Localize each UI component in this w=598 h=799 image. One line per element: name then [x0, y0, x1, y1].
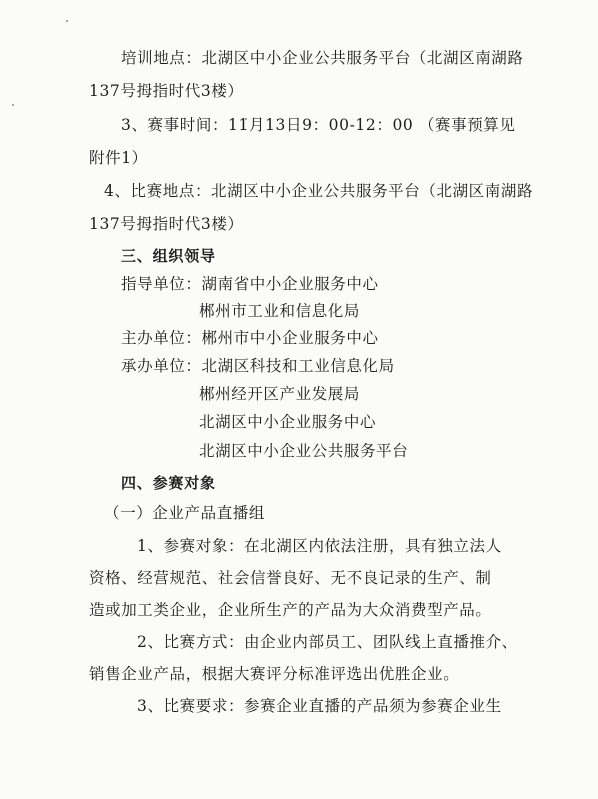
text-line: 北湖区中小企业公共服务平台	[199, 442, 409, 460]
text-line: 资格、经营规范、社会信誉良好、无不良记录的生产、制	[89, 569, 492, 587]
text-line: 郴州经开区产业发展局	[199, 385, 361, 403]
section-heading-participants: 四、参赛对象	[121, 474, 216, 492]
scan-speck	[66, 20, 68, 22]
text-line-venue: 4、比赛地点：北湖区中小企业公共服务平台（北湖区南湖路	[104, 182, 534, 200]
text-line: 造或加工类企业，企业所生产的产品为大众消费型产品。	[89, 601, 492, 619]
text-line: 2、比赛方式：由企业内部员工、团队线上直播推介、	[137, 633, 518, 651]
text-line-organizer-unit: 承办单位：北湖区科技和工业信息化局	[121, 357, 395, 375]
section-heading-organization: 三、组织领导	[121, 247, 216, 265]
text-line: 北湖区中小企业服务中心	[199, 413, 377, 431]
text-line: 137号拇指时代3楼）	[89, 215, 244, 233]
text-line: 郴州市工业和信息化局	[199, 302, 361, 320]
text-line-host-unit: 主办单位：郴州市中小企业服务中心	[121, 329, 379, 347]
text-line-training-location: 培训地点：北湖区中小企业公共服务平台（北湖区南湖路	[121, 49, 524, 67]
text-line-guidance-unit: 指导单位：湖南省中小企业服务中心	[121, 275, 379, 293]
text-line-event-time: 3、赛事时间：11月13日9：00-12：00 （赛事预算见	[121, 116, 516, 134]
scan-speck	[12, 104, 14, 106]
text-line: 附件1）	[89, 149, 148, 167]
text-line: 137号拇指时代3楼）	[89, 82, 244, 100]
text-line: 1、参赛对象：在北湖区内依法注册，具有独立法人	[137, 537, 502, 555]
text-line: 3、比赛要求：参赛企业直播的产品须为参赛企业生	[137, 697, 502, 715]
text-line: 销售企业产品，根据大赛评分标准评选出优胜企业。	[89, 665, 460, 683]
subsection-heading: （一）企业产品直播组	[104, 504, 266, 522]
